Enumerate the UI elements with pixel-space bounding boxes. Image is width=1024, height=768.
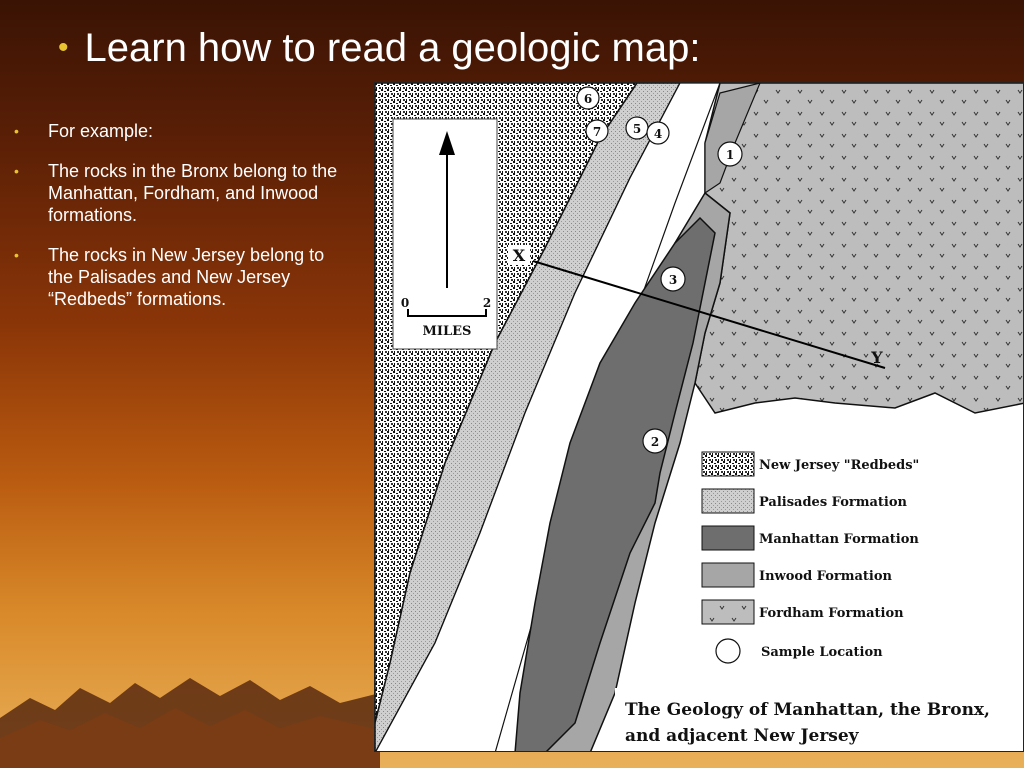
scale-start: 0	[400, 296, 410, 310]
map-caption-line1: The Geology of Manhattan, the Bronx,	[625, 700, 990, 720]
bullet-item	[14, 244, 354, 310]
sample-location	[718, 142, 742, 166]
sample-location	[577, 87, 599, 109]
legend-label: Manhattan Formation	[759, 532, 919, 547]
cross-section-x-label: X	[512, 246, 526, 265]
north-arrow-scale-box	[393, 119, 497, 349]
cross-section-y-label: Y	[871, 348, 883, 367]
svg-text:4: 4	[653, 127, 663, 141]
bullet-dot: •	[14, 163, 19, 179]
svg-text:5: 5	[632, 122, 642, 136]
sample-location	[647, 122, 669, 144]
bullet-text: The rocks in the Bronx belong to the Manhattan, Fordham, and Inwood formations.	[48, 161, 338, 225]
legend-label: New Jersey "Redbeds"	[759, 458, 920, 473]
bullet-item	[14, 160, 354, 226]
sample-location	[643, 429, 667, 453]
svg-text:2: 2	[650, 435, 660, 449]
sample-location	[586, 120, 608, 142]
legend-label: Sample Location	[761, 645, 883, 660]
svg-text:7: 7	[592, 125, 602, 139]
svg-text:3: 3	[668, 273, 678, 287]
legend-label: Inwood Formation	[759, 569, 892, 584]
bullet-dot: •	[14, 247, 19, 263]
svg-text:1: 1	[725, 148, 735, 162]
scale-end: 2	[482, 296, 492, 310]
title-bullet: •	[58, 31, 69, 64]
sample-location	[661, 267, 685, 291]
mountain-silhouette	[0, 658, 380, 768]
scale-unit: MILES	[422, 324, 472, 339]
legend-label: Palisades Formation	[759, 495, 907, 510]
slide-title-row	[58, 18, 700, 78]
sample-location	[626, 117, 648, 139]
map-caption-line2: and adjacent New Jersey	[625, 726, 859, 746]
svg-text:6: 6	[583, 92, 593, 106]
map-canvas	[375, 83, 1024, 752]
bullet-dot: •	[14, 123, 19, 139]
legend-label: Fordham Formation	[759, 606, 904, 621]
bullet-text: The rocks in New Jersey belong to the Palisades and New Jersey “Redbeds” formations.	[48, 245, 325, 309]
map-legend	[693, 441, 1024, 691]
slide-title: Learn how to read a geologic map:	[84, 25, 701, 70]
bullet-item	[14, 120, 354, 142]
bullet-list	[14, 120, 354, 328]
geologic-map	[374, 82, 1024, 752]
bullet-text: For example:	[48, 121, 154, 141]
